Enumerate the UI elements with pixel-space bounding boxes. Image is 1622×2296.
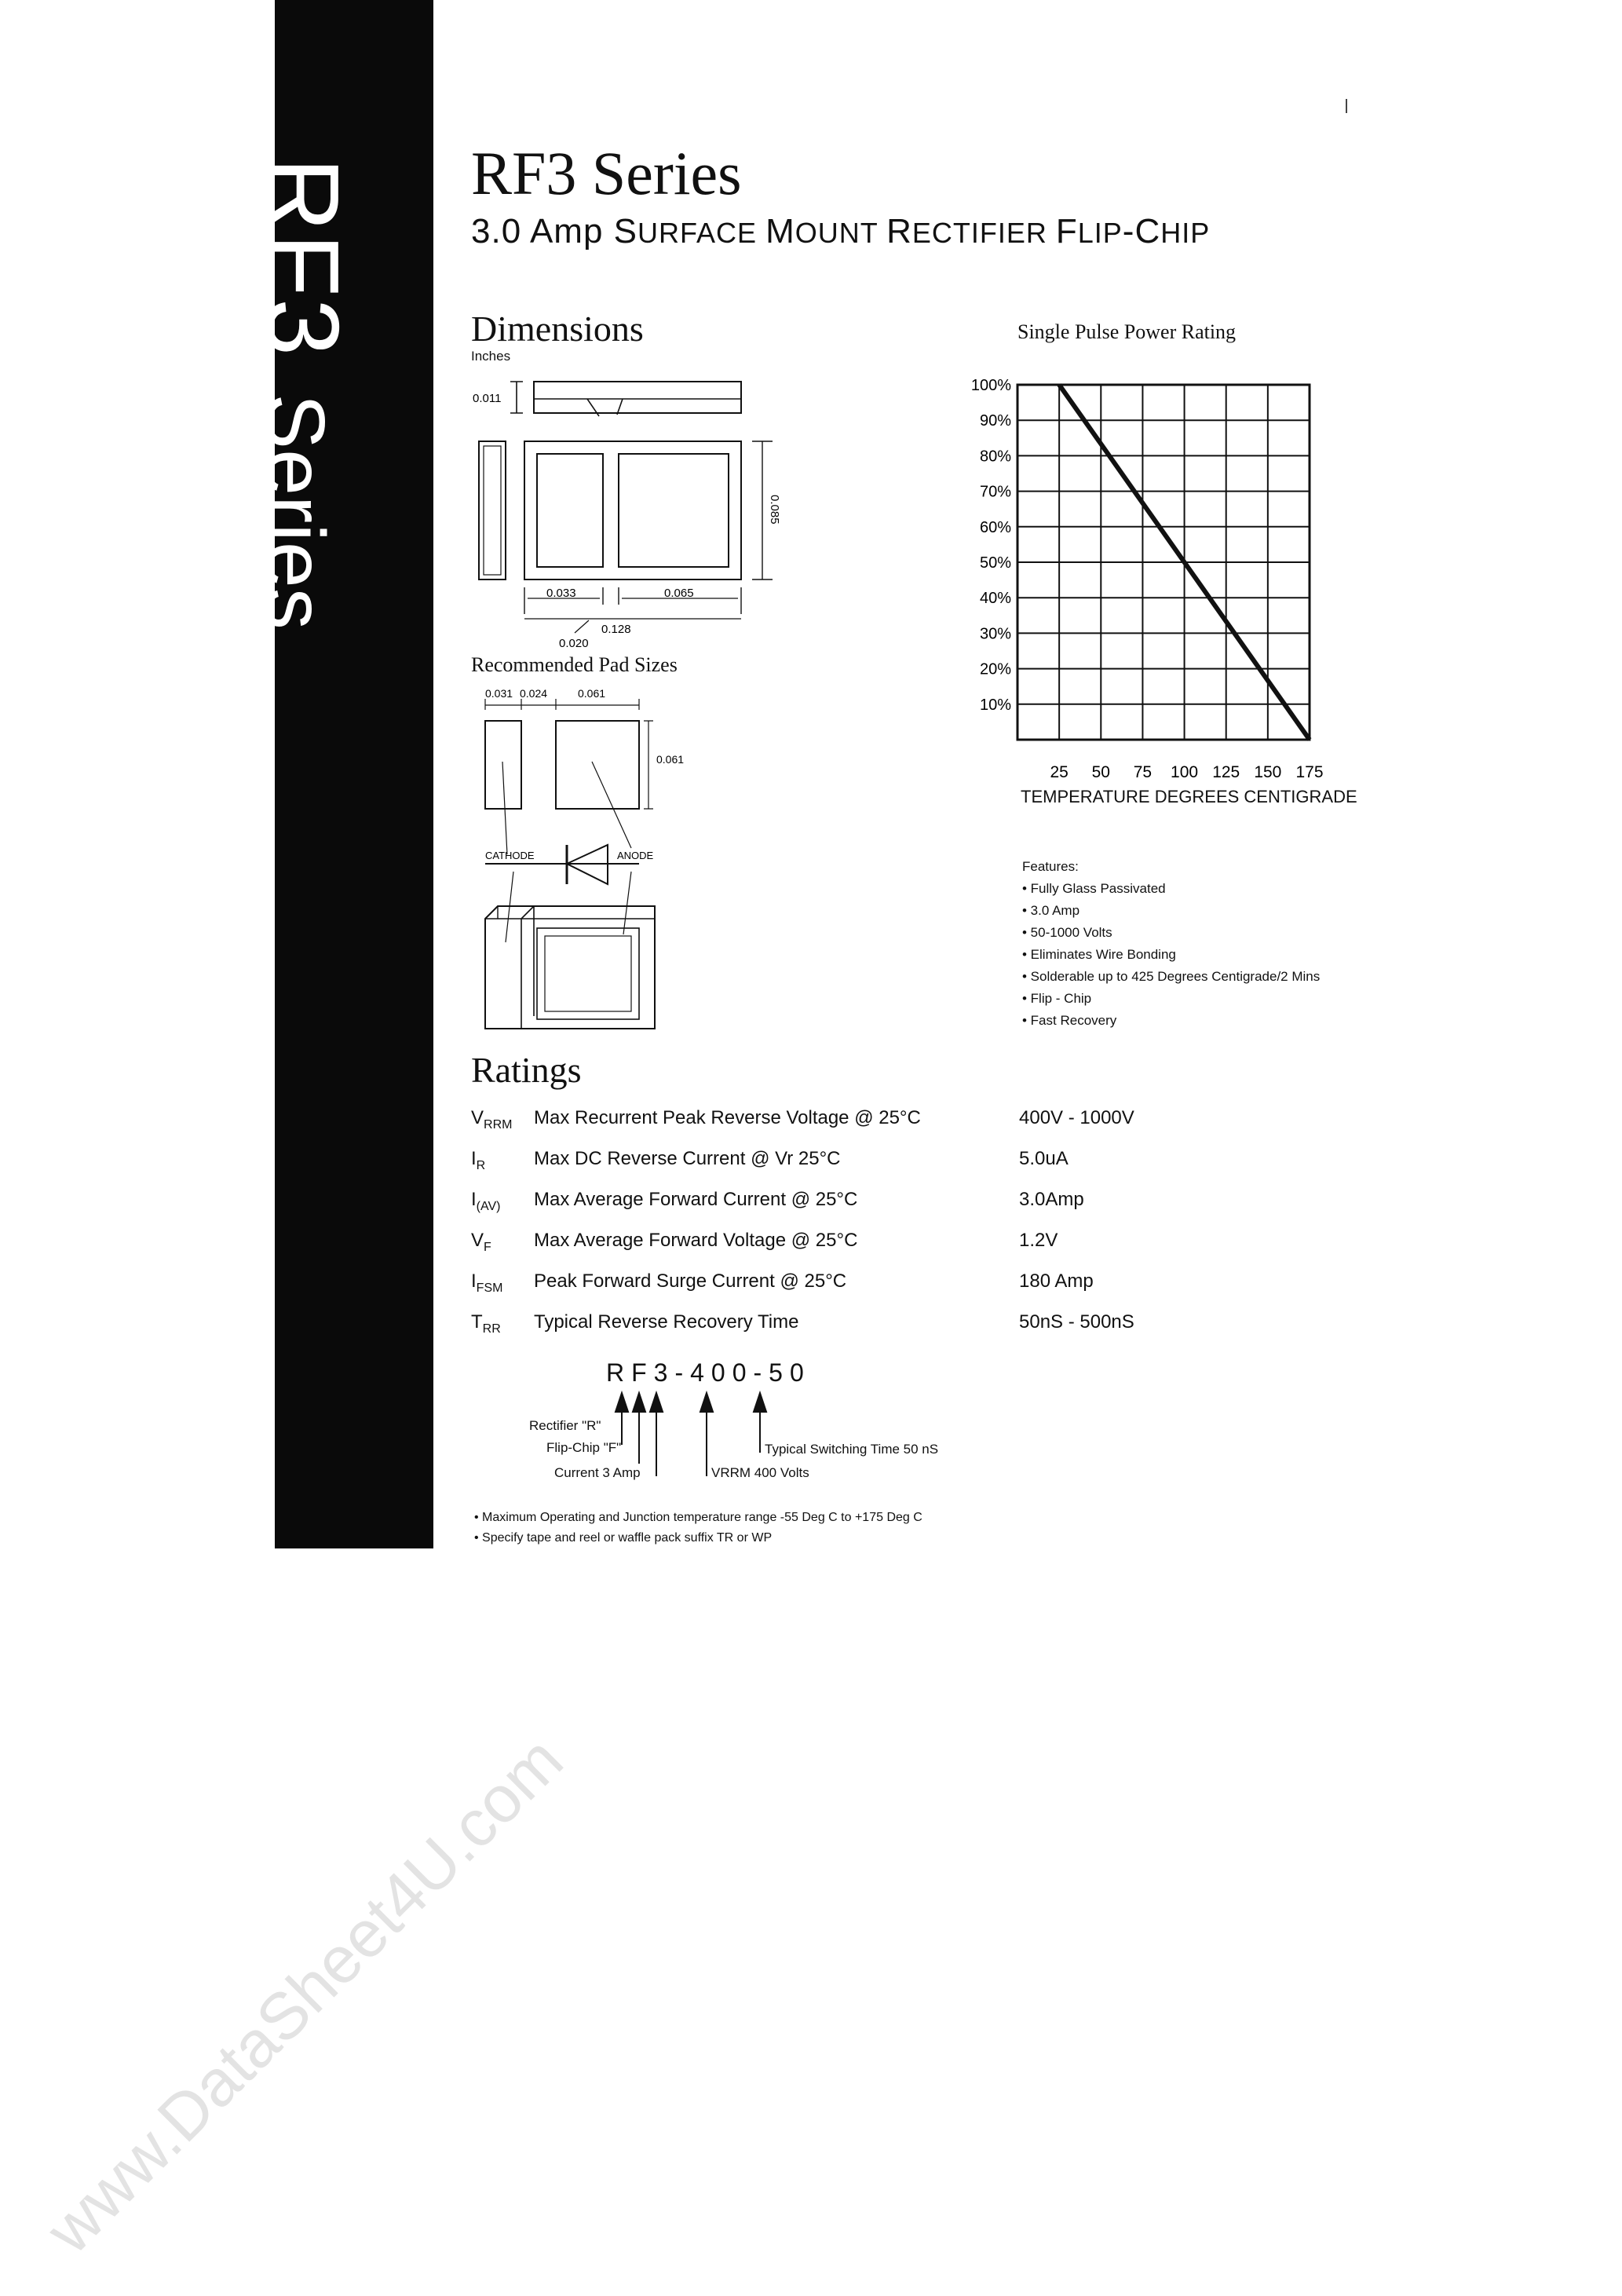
sidebar-title-big: RF3: [245, 157, 360, 358]
rating-value: 50nS - 500nS: [1019, 1311, 1134, 1333]
subtitle-part: ECTIFIER: [911, 217, 1056, 249]
feature-item: • Fast Recovery: [1022, 1013, 1117, 1028]
page-title: RF3 Series: [471, 139, 742, 207]
chart-y-tick-label: 80%: [979, 448, 1011, 466]
rating-symbol: $I_R$: [471, 1148, 486, 1172]
watermark: www.DataSheet4U.com: [31, 1722, 577, 2268]
chart-y-tick-label: 60%: [979, 518, 1011, 536]
part-number-code: RF3-400-50: [606, 1358, 811, 1387]
rating-value: 3.0Amp: [1019, 1189, 1084, 1210]
rating-description: Max Average Forward Current @ 25°C: [534, 1189, 858, 1210]
pad-label-4: 0.061: [656, 753, 685, 766]
chart-y-tick-label: 20%: [979, 660, 1011, 678]
dim-label-thickness: 0.011: [473, 392, 502, 405]
pad-label-1: 0.031: [485, 687, 513, 700]
sidebar-title-small: Series: [249, 393, 342, 630]
rating-value: 400V - 1000V: [1019, 1107, 1134, 1128]
chart-y-tick-label: 30%: [979, 625, 1011, 643]
subtitle-part: HIP: [1160, 217, 1211, 249]
page-tick-mark: [1346, 99, 1347, 113]
dim-label-length: 0.128: [601, 623, 631, 636]
subtitle-part: URFACE: [637, 217, 766, 249]
chart-y-tick-label: 70%: [979, 483, 1011, 501]
dim-label-pad-left: 0.033: [546, 587, 576, 600]
chart-x-tick-label: 50: [1091, 763, 1110, 781]
subtitle-part: R: [886, 212, 912, 250]
rating-symbol: $T_{RR}$: [471, 1311, 501, 1336]
chart-x-tick-label: 150: [1254, 763, 1282, 781]
chart-y-tick-label: 50%: [979, 554, 1011, 572]
chart-x-tick-label: 75: [1133, 763, 1153, 781]
rating-value: 5.0uA: [1019, 1148, 1069, 1169]
sidebar-title: [245, 157, 360, 630]
feature-item: • Fully Glass Passivated: [1022, 881, 1166, 896]
feature-item: • 50-1000 Volts: [1022, 925, 1112, 940]
chart-x-tick-label: 175: [1295, 763, 1324, 781]
dim-label-pad-right: 0.065: [664, 587, 694, 600]
rating-value: 1.2V: [1019, 1230, 1058, 1251]
subtitle-part: F: [1055, 212, 1078, 250]
legend-rectifier: Rectifier "R": [529, 1418, 601, 1433]
dimensions-units: Inches: [471, 349, 511, 364]
subtitle-part: 3.0 Amp: [471, 212, 614, 250]
rating-description: Max Average Forward Voltage @ 25°C: [534, 1230, 858, 1251]
subtitle-part: M: [765, 212, 795, 250]
anode-label: ANODE: [617, 850, 654, 861]
chart-y-tick-label: 10%: [979, 696, 1011, 714]
pad-label-3: 0.061: [578, 687, 606, 700]
dim-label-gap: 0.020: [559, 637, 589, 650]
rating-symbol: $V_{RRM}$: [471, 1107, 513, 1132]
legend-flipchip: Flip-Chip "F": [546, 1440, 622, 1455]
subtitle-part: OUNT: [795, 217, 887, 249]
chart-x-axis-title: TEMPERATURE DEGREES CENTIGRADE: [1021, 787, 1357, 806]
feature-item: • 3.0 Amp: [1022, 903, 1080, 918]
rating-symbol: $I_{FSM}$: [471, 1270, 503, 1295]
feature-item: • Eliminates Wire Bonding: [1022, 947, 1176, 962]
rating-description: Max DC Reverse Current @ Vr 25°C: [534, 1148, 841, 1169]
rating-symbol: $V_F$: [471, 1230, 491, 1254]
chart-x-tick-label: 25: [1050, 763, 1069, 781]
note-temperature: • Maximum Operating and Junction temperature range -55 Deg C to +175 Deg C: [474, 1511, 922, 1524]
dimensions-drawing: [469, 369, 799, 652]
dim-label-height: 0.085: [768, 495, 781, 525]
chart-x-tick-label: 100: [1171, 763, 1199, 781]
pad-drawing: [474, 683, 685, 1052]
chart-y-tick-label: 100%: [970, 377, 1011, 394]
feature-item: • Solderable up to 425 Degrees Centigrade/2 Mins: [1022, 969, 1321, 984]
subtitle-part: LIP: [1077, 217, 1123, 249]
dimensions-heading: Dimensions: [471, 309, 644, 349]
legend-vrrm: VRRM 400 Volts: [711, 1465, 809, 1480]
feature-item: • Flip - Chip: [1022, 991, 1092, 1006]
page-subtitle: [471, 212, 1210, 251]
cathode-label: CATHODE: [485, 850, 535, 861]
rating-symbol: $I_{(AV)}$: [471, 1189, 501, 1213]
subtitle-part: -C: [1122, 212, 1161, 250]
chart-x-tick-label: 125: [1212, 763, 1240, 781]
rating-description: Max Recurrent Peak Reverse Voltage @ 25°C: [534, 1107, 921, 1128]
power-rating-chart: [942, 369, 1350, 781]
pad-label-2: 0.024: [520, 687, 548, 700]
ratings-heading: Ratings: [471, 1050, 582, 1090]
rating-description: Typical Reverse Recovery Time: [534, 1311, 799, 1333]
rating-description: Peak Forward Surge Current @ 25°C: [534, 1270, 847, 1292]
features-heading: Features:: [1022, 859, 1079, 874]
note-packaging: • Specify tape and reel or waffle pack suffix TR or WP: [474, 1531, 773, 1545]
chart-y-tick-label: 90%: [979, 412, 1011, 430]
subtitle-part: S: [613, 212, 638, 250]
chart-title: Single Pulse Power Rating: [1017, 320, 1237, 343]
rating-value: 180 Amp: [1019, 1270, 1094, 1292]
legend-switching: Typical Switching Time 50 nS: [765, 1442, 939, 1457]
pad-sizes-heading: Recommended Pad Sizes: [471, 653, 678, 676]
chart-y-tick-label: 40%: [979, 590, 1011, 608]
legend-current: Current 3 Amp: [554, 1465, 641, 1480]
